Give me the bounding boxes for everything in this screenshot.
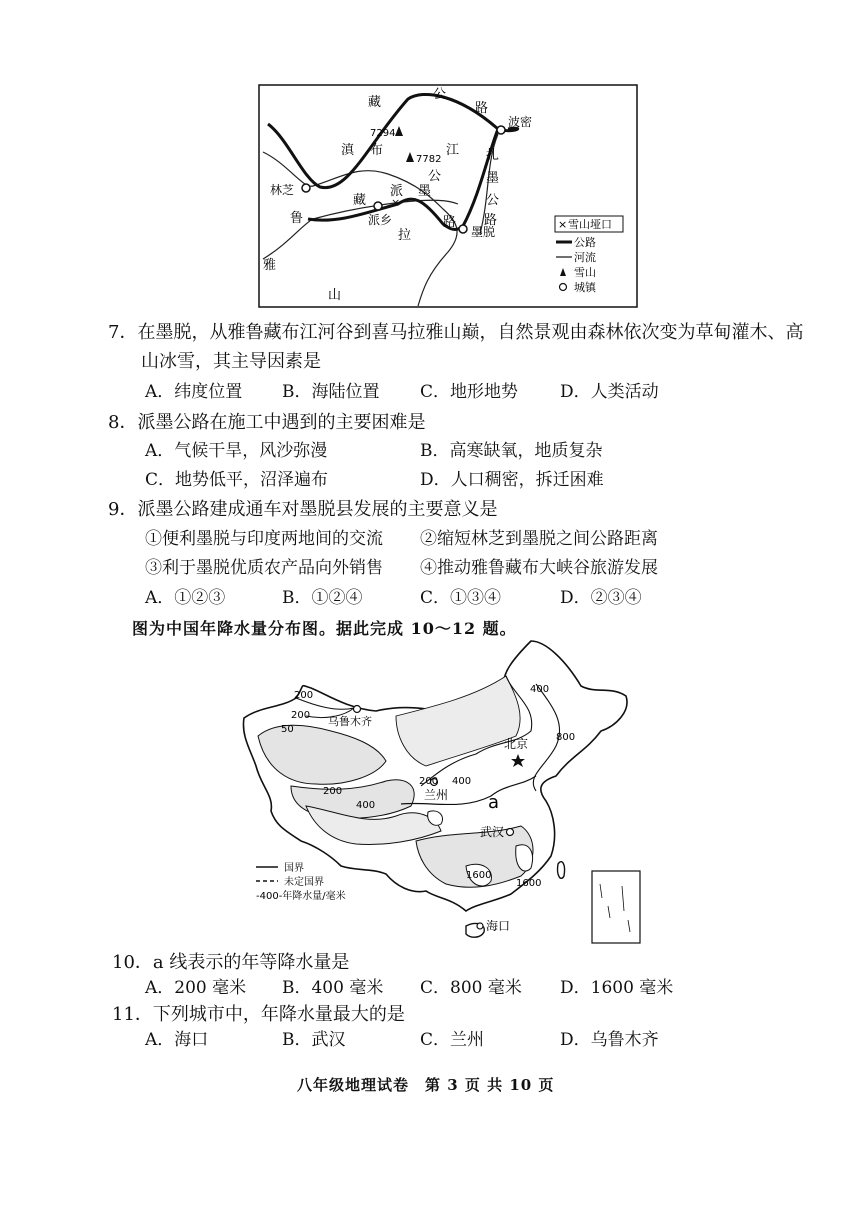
legend-mountain: 雪山 (574, 266, 596, 279)
isohyet-label: 800 (556, 732, 576, 743)
isohyet-label: 200 (291, 710, 311, 721)
line-a-label: a (488, 792, 500, 813)
town-label: 林芝 (270, 183, 295, 197)
legend-town: 城镇 (574, 281, 596, 294)
south-china-sea-inset (592, 871, 640, 943)
q9-item-2: ②缩短林芝到墨脱之间公路距离 (420, 529, 658, 549)
q8-option-d: D．人口稠密，拆迁困难 (420, 470, 604, 490)
q9-item-3: ③利于墨脱优质农产品向外销售 (145, 558, 383, 578)
map-label: 派 (390, 184, 404, 199)
map-label: 扎 (486, 148, 500, 163)
q10-option-c: C．800 毫米 (420, 978, 522, 998)
town-label: 墨脱 (471, 225, 496, 239)
q8-stem: 8．派墨公路在施工中遇到的主要困难是 (108, 412, 426, 433)
section-intro: 图为中国年降水量分布图。据此完成 10～12 题。 (132, 619, 517, 638)
isohyet-label: 50 (281, 724, 294, 735)
legend-road: 公路 (574, 236, 596, 249)
q9-option-a: A．①②③ (145, 588, 226, 608)
q10-option-a: A．200 毫米 (145, 978, 247, 998)
town-motuo (459, 225, 467, 233)
q11-option-b: B．武汉 (282, 1030, 346, 1050)
city-label: 乌鲁木齐 (328, 715, 372, 728)
page-footer: 八年级地理试卷 第 3 页 共 10 页 (297, 1076, 555, 1094)
q10-stem: 10．a 线表示的年等降水量是 (112, 952, 350, 973)
town-paixiang (374, 202, 382, 210)
city-marker-wuhan (507, 829, 514, 836)
map-label: 藏 (353, 193, 367, 208)
peak-label: 7294 (370, 128, 396, 139)
legend-river: 河流 (574, 251, 596, 264)
q7-option-d: D．人类活动 (560, 382, 659, 402)
q9-stem: 9．派墨公路建成通车对墨脱县发展的主要意义是 (108, 499, 498, 520)
map-label: 拉 (398, 228, 412, 243)
map-label: 公 (433, 87, 447, 102)
q10-option-b: B．400 毫米 (282, 978, 384, 998)
china-precipitation-map (236, 636, 646, 948)
city-label: 武汉 (480, 825, 505, 839)
isohyet-label: 200 (323, 786, 343, 797)
q7-stem-line1: 7．在墨脱，从雅鲁藏布江河谷到喜马拉雅山巅，自然景观由森林依次变为草甸灌木、高 (108, 322, 804, 343)
legend-border: 国界 (284, 863, 304, 874)
map-label: 墨 (486, 171, 500, 186)
isohyet-label: 400 (452, 776, 472, 787)
q8-option-b: B．高寒缺氧，地质复杂 (420, 441, 603, 461)
map-label: 路 (484, 213, 498, 228)
town-label: 波密 (508, 115, 533, 129)
q7-option-b: B．海陆位置 (282, 382, 380, 402)
map-label: 山 (328, 288, 342, 303)
svg-text:×: × (558, 218, 568, 231)
map-label: 布 (370, 143, 384, 158)
map-label: 滇 (341, 143, 355, 158)
q9-option-d: D．②③④ (560, 588, 642, 608)
isohyet-label: 1600 (466, 870, 492, 881)
map-label: 路 (475, 101, 489, 116)
q8-option-a: A．气候干旱，风沙弥漫 (145, 441, 328, 461)
town-icon (560, 284, 567, 291)
q7-option-c: C．地形地势 (420, 382, 519, 402)
q7-option-a: A．纬度位置 (145, 382, 243, 402)
map-label: 江 (446, 143, 460, 158)
q11-stem: 11．下列城市中，年降水量最大的是 (112, 1004, 405, 1025)
city-label: 海口 (486, 919, 511, 933)
map-label: 公 (486, 193, 500, 208)
q11-option-a: A．海口 (145, 1030, 209, 1050)
q10-option-d: D．1600 毫米 (560, 978, 674, 998)
q9-option-c: C．①③④ (420, 588, 502, 608)
map2-legend (256, 862, 346, 902)
q8-option-c: C．地势低平，沼泽遍布 (145, 470, 329, 490)
legend-isohyet: -400-年降水量/毫米 (256, 891, 346, 902)
city-label: 北京 (504, 737, 529, 751)
city-marker-urumqi (354, 706, 361, 713)
isohyet-label: 400 (356, 800, 376, 811)
map-label: 公 (428, 169, 442, 184)
map-label: 雅 (263, 258, 277, 273)
city-marker-haikou (477, 923, 483, 929)
q9-item-4: ④推动雅鲁藏布大峡谷旅游发展 (420, 558, 658, 578)
map-label: 藏 (368, 95, 382, 110)
town-label: 派乡 (368, 213, 393, 227)
map-label: 路 (443, 215, 457, 230)
isohyet-label: 1600 (516, 878, 542, 889)
legend-pass: 雪山垭口 (568, 218, 612, 231)
city-label: 兰州 (424, 788, 449, 802)
paimo-road-map (258, 84, 638, 308)
legend-undefined-border: 未定国界 (284, 877, 324, 888)
peak-label: 7782 (416, 154, 442, 165)
q11-option-c: C．兰州 (420, 1030, 485, 1050)
town-bomi (497, 126, 505, 134)
isohyet-label: 400 (530, 684, 550, 695)
q11-option-d: D．乌鲁木齐 (560, 1030, 659, 1050)
q9-option-b: B．①②④ (282, 588, 363, 608)
svg-text:×: × (391, 196, 401, 209)
q7-stem-line2: 山冰雪，其主导因素是 (141, 351, 321, 372)
town-linzhi (302, 184, 310, 192)
map-label: 墨 (418, 184, 432, 199)
q9-item-1: ①便利墨脱与印度两地间的交流 (145, 529, 383, 549)
isohyet-label: 200 (419, 776, 439, 787)
map-label: 鲁 (290, 211, 304, 226)
isohyet-label: 200 (294, 690, 314, 701)
